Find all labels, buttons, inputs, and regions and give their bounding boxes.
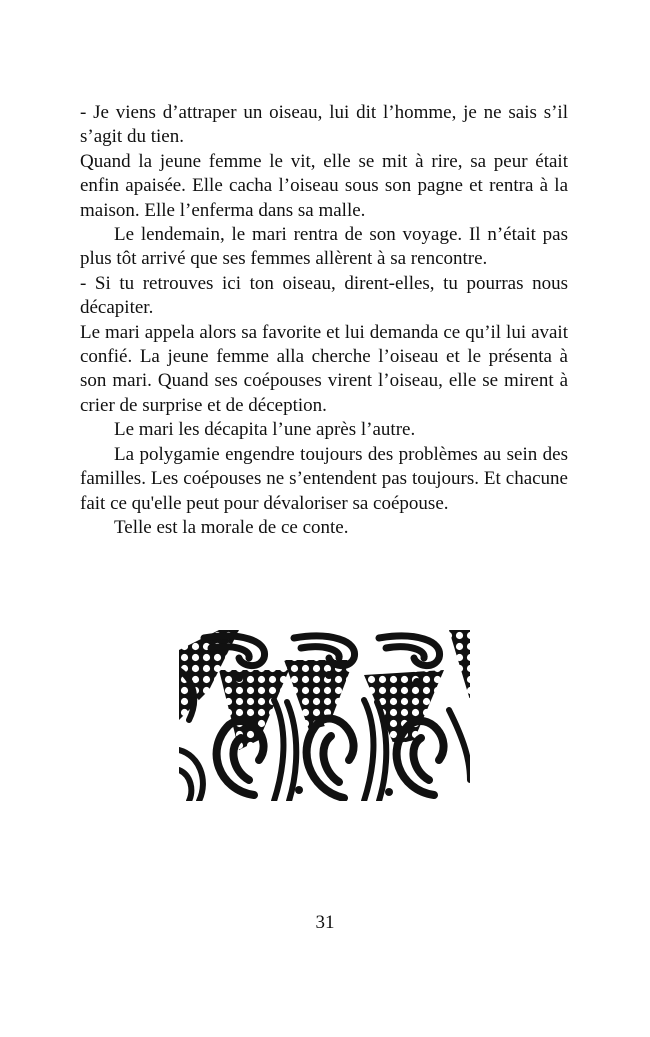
paragraph-2: Quand la jeune femme le vit, elle se mit à rire, sa peur était enfin apaisée. Elle cacha l’oiseau sous son pagne et rentra à la maison. Elle l’enferma dans sa malle.: [80, 150, 568, 221]
paragraph-8: Telle est la morale de ce conte.: [114, 516, 349, 538]
paragraph-4: - Si tu retrouves ici ton oiseau, dirent-elles, tu pourras nous décapiter.: [80, 272, 568, 319]
paragraph-7: La polygamie engendre toujours des problèmes au sein des familles. Les coépouses ne s’entendent pas toujours. Et chacune fait ce qu'elle peut pour dévaloriser sa coépouse.: [80, 443, 568, 514]
paragraph-1: - Je viens d’attraper un oiseau, lui dit l’homme, je ne sais s’il s’agit du tien.: [80, 102, 568, 148]
paragraph-3: Le lendemain, le mari rentra de son voyage. Il n’était pas plus tôt arrivé que ses femmes allèrent à sa rencontre.: [80, 224, 568, 270]
paragraph-6: Le mari les décapita l’une après l’autre.: [114, 419, 416, 441]
paragraph-5: Le mari appela alors sa favorite et lui demanda ce qu’il lui avait confié. La jeune femme alla cherche l’oiseau et le présenta à son mari. Quand ses coépouses virent l’oiseau, elle se mirent à crier de surprise et de déception.: [80, 321, 568, 416]
body-text: [80, 101, 568, 540]
paisley-dot-pattern-icon: [179, 630, 470, 801]
page-number: 31: [315, 912, 335, 933]
